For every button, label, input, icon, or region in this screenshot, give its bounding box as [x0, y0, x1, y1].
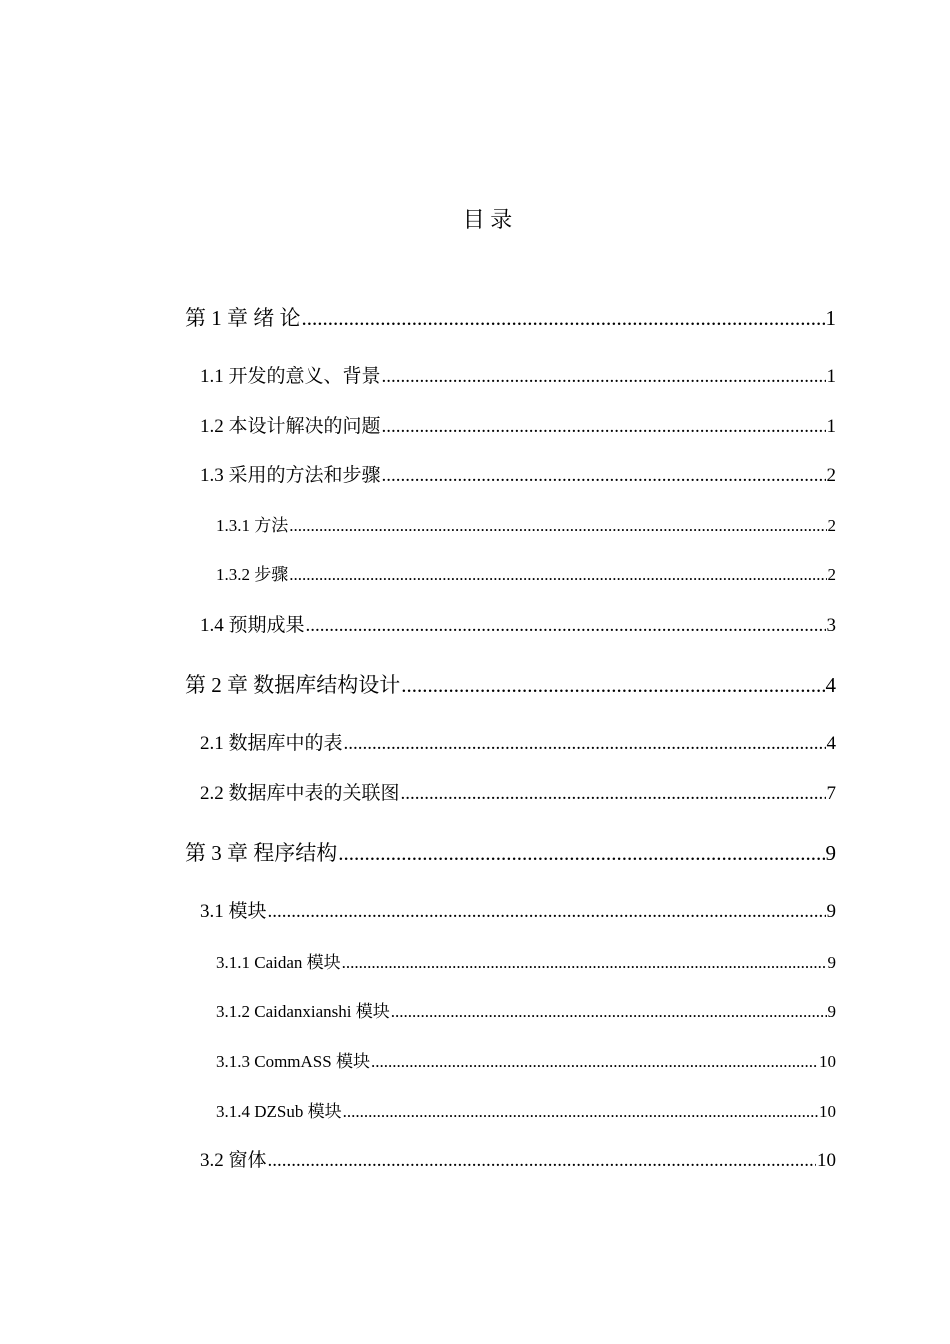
toc-entry-chapter-2[interactable] — [185, 670, 836, 700]
toc-page-number: 1 — [825, 306, 836, 330]
toc-page-number: 10 — [817, 1150, 836, 1171]
toc-page-number: 9 — [826, 901, 836, 922]
toc-dot-leader — [289, 562, 826, 588]
toc-dot-leader — [343, 1099, 818, 1125]
toc-entry-label: 3.1.4 DZSub 模块 — [216, 1102, 342, 1121]
toc-entry-1-4[interactable] — [200, 612, 836, 640]
toc-entry-label: 2.1 数据库中的表 — [200, 733, 343, 754]
toc-page-number: 1 — [826, 416, 836, 437]
toc-entry-2-1[interactable] — [200, 730, 836, 758]
toc-entry-label: 3.1.2 Caidanxianshi 模块 — [216, 1002, 390, 1021]
toc-entry-label: 第 3 章 程序结构 — [185, 841, 338, 865]
toc-entry-label: 3.2 窗体 — [200, 1150, 267, 1171]
toc-entry-3-1-3[interactable] — [216, 1049, 836, 1075]
toc-entry-label: 1.3.2 步骤 — [216, 565, 289, 584]
toc-entry-label: 2.2 数据库中表的关联图 — [200, 783, 400, 804]
toc-page-number: 2 — [826, 465, 836, 486]
toc-dot-leader — [382, 413, 826, 441]
toc-dot-leader — [344, 730, 826, 758]
toc-entry-label: 1.3.1 方法 — [216, 516, 289, 535]
toc-dot-leader — [338, 838, 824, 868]
page-title: 目 录 — [462, 207, 513, 232]
toc-page-number: 10 — [819, 1052, 836, 1071]
toc-page-number: 2 — [827, 516, 836, 535]
toc-entry-label: 3.1.3 CommASS 模块 — [216, 1052, 370, 1071]
toc-entry-1-2[interactable] — [200, 413, 836, 441]
toc-entry-1-1[interactable] — [200, 363, 836, 391]
toc-dot-leader — [302, 303, 825, 333]
toc-page-number: 9 — [827, 953, 836, 972]
toc-dot-leader — [268, 1147, 816, 1175]
toc-entry-3-1-2[interactable] — [216, 999, 836, 1025]
toc-page-number: 4 — [826, 733, 836, 754]
toc-entry-3-1-1[interactable] — [216, 950, 836, 976]
toc-entry-label: 3.1 模块 — [200, 901, 267, 922]
toc-entry-label: 1.3 采用的方法和步骤 — [200, 465, 381, 486]
toc-dot-leader — [289, 513, 826, 539]
toc-entry-label: 第 2 章 数据库结构设计 — [185, 673, 401, 697]
toc-dot-leader — [401, 780, 826, 808]
toc-dot-leader — [306, 612, 826, 640]
toc-entry-chapter-3[interactable] — [185, 838, 836, 868]
toc-dot-leader — [382, 363, 826, 391]
toc-entry-2-2[interactable] — [200, 780, 836, 808]
toc-entry-label: 3.1.1 Caidan 模块 — [216, 953, 341, 972]
toc-page-number: 9 — [825, 841, 836, 865]
toc-page-number: 3 — [826, 615, 836, 636]
toc-entry-3-2[interactable] — [200, 1147, 836, 1175]
toc-entry-3-1[interactable] — [200, 898, 836, 926]
toc-entry-label: 第 1 章 绪 论 — [185, 306, 301, 330]
toc-page-number: 9 — [827, 1002, 836, 1021]
toc-entry-label: 1.2 本设计解决的问题 — [200, 416, 381, 437]
toc-entry-label: 1.1 开发的意义、背景 — [200, 366, 381, 387]
toc-dot-leader — [342, 950, 827, 976]
toc-page-number: 1 — [826, 366, 836, 387]
toc-page-number: 4 — [825, 673, 836, 697]
toc-entry-3-1-4[interactable] — [216, 1099, 836, 1125]
toc-entry-1-3-1[interactable] — [216, 513, 836, 539]
toc-entry-chapter-1[interactable] — [185, 303, 836, 333]
toc-entry-label: 1.4 预期成果 — [200, 615, 305, 636]
toc-page-number: 7 — [826, 783, 836, 804]
toc-page-number: 2 — [827, 565, 836, 584]
toc-dot-leader — [401, 670, 824, 700]
toc-dot-leader — [371, 1049, 818, 1075]
toc-dot-leader — [382, 462, 826, 490]
toc-page-number: 10 — [819, 1102, 836, 1121]
toc-dot-leader — [391, 999, 827, 1025]
toc-dot-leader — [268, 898, 826, 926]
toc-entry-1-3[interactable] — [200, 462, 836, 490]
toc-entry-1-3-2[interactable] — [216, 562, 836, 588]
